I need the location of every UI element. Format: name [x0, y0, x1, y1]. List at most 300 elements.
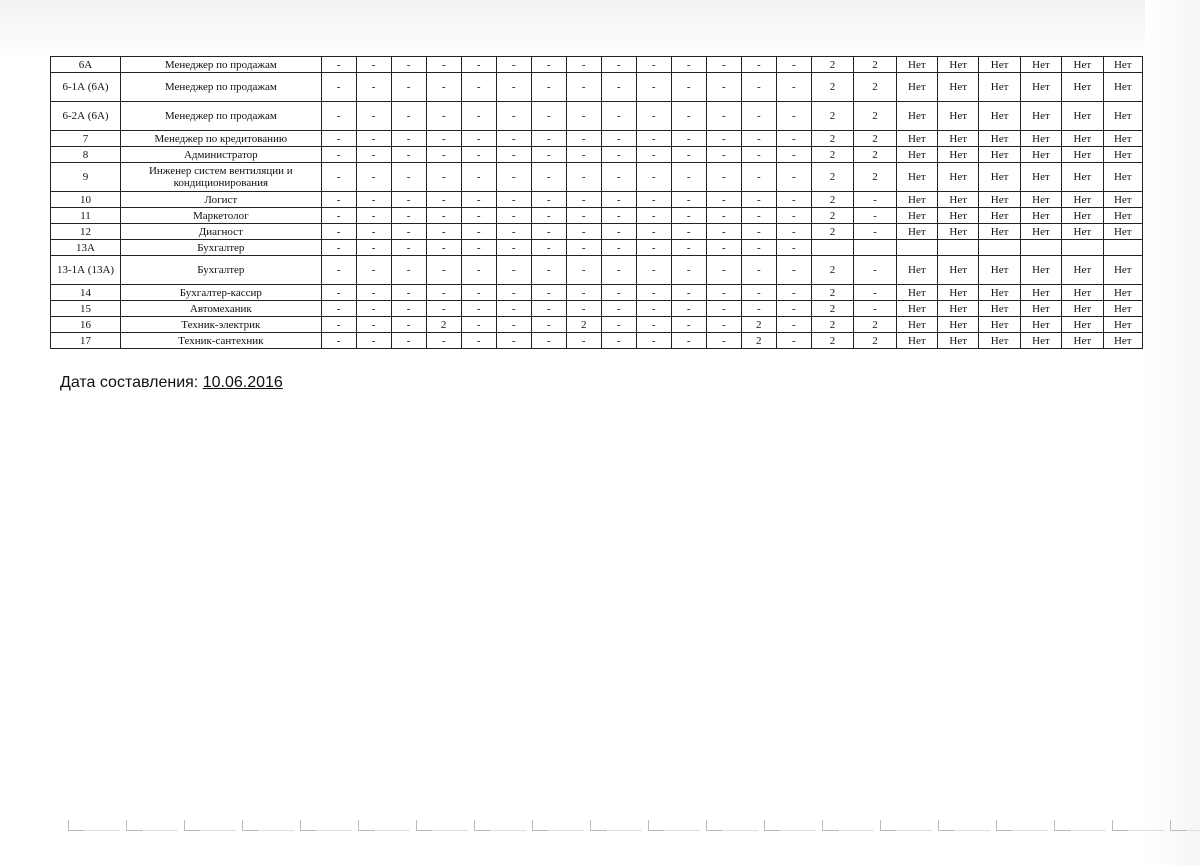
factor-class-cell: - [391, 102, 426, 131]
reduced-class-cell: 2 [854, 333, 896, 349]
factor-class-cell: - [601, 192, 636, 208]
factor-class-cell: 2 [741, 333, 776, 349]
guarantee-cell: Нет [979, 163, 1020, 192]
factor-class-cell: - [391, 192, 426, 208]
factor-class-cell: - [776, 285, 811, 301]
guarantee-cell: Нет [979, 285, 1020, 301]
factor-class-cell: - [601, 285, 636, 301]
factor-class-cell: - [636, 224, 671, 240]
factor-class-cell: - [741, 224, 776, 240]
reduced-class-cell: 2 [854, 102, 896, 131]
binder-hole [358, 820, 375, 831]
binder-hole [880, 820, 897, 831]
binder-dash [608, 830, 642, 831]
factor-class-cell: 2 [741, 317, 776, 333]
factor-class-cell: - [636, 285, 671, 301]
guarantee-cell: Нет [1020, 208, 1061, 224]
factor-class-cell: - [321, 57, 356, 73]
factor-class-cell: - [321, 147, 356, 163]
factor-class-cell: - [741, 192, 776, 208]
binder-hole [764, 820, 781, 831]
binder-dash [1072, 830, 1106, 831]
guarantee-cell: Нет [938, 102, 979, 131]
position-title: Менеджер по кредитованию [121, 131, 322, 147]
workplace-number: 14 [51, 285, 121, 301]
guarantee-cell: Нет [979, 147, 1020, 163]
factor-class-cell: - [566, 57, 601, 73]
binder-hole [242, 820, 259, 831]
guarantee-cell: Нет [1020, 73, 1061, 102]
factor-class-cell: - [671, 240, 706, 256]
guarantee-cell: Нет [1103, 192, 1142, 208]
guarantee-cell: Нет [1062, 208, 1103, 224]
total-class-cell: 2 [811, 301, 853, 317]
guarantee-cell: Нет [896, 224, 937, 240]
factor-class-cell: - [566, 163, 601, 192]
guarantee-cell: Нет [896, 131, 937, 147]
factor-class-cell: - [601, 301, 636, 317]
position-title: Техник-электрик [121, 317, 322, 333]
factor-class-cell: - [356, 224, 391, 240]
factor-class-cell: - [356, 285, 391, 301]
factor-class-cell: - [531, 285, 566, 301]
guarantee-cell: Нет [1062, 102, 1103, 131]
binder-dash [840, 830, 874, 831]
reduced-class-cell: 2 [854, 57, 896, 73]
binder-hole [938, 820, 955, 831]
workplace-number: 9 [51, 163, 121, 192]
factor-class-cell: - [531, 333, 566, 349]
workplace-number: 17 [51, 333, 121, 349]
binder-dash [550, 830, 584, 831]
factor-class-cell: - [321, 301, 356, 317]
factor-class-cell: - [776, 163, 811, 192]
table-row [51, 333, 1143, 349]
factor-class-cell: - [426, 147, 461, 163]
factor-class-cell: - [601, 131, 636, 147]
guarantee-cell: Нет [896, 256, 937, 285]
binder-dash [782, 830, 816, 831]
table-row [51, 57, 1143, 73]
factor-class-cell: - [426, 192, 461, 208]
position-title: Менеджер по продажам [121, 102, 322, 131]
guarantee-cell: Нет [1020, 317, 1061, 333]
binder-dash [898, 830, 932, 831]
factor-class-cell: - [531, 147, 566, 163]
binder-dash [1130, 830, 1164, 831]
binder-dash [86, 830, 120, 831]
guarantee-cell: Нет [896, 192, 937, 208]
binder-hole [474, 820, 491, 831]
factor-class-cell: - [671, 208, 706, 224]
binder-hole [184, 820, 201, 831]
factor-class-cell: - [776, 317, 811, 333]
factor-class-cell: - [706, 57, 741, 73]
factor-class-cell: - [671, 131, 706, 147]
workplace-number: 15 [51, 301, 121, 317]
workplace-number: 13А [51, 240, 121, 256]
factor-class-cell: - [461, 57, 496, 73]
factor-class-cell: - [566, 102, 601, 131]
factor-class-cell: - [601, 224, 636, 240]
binder-dash [956, 830, 990, 831]
factor-class-cell: - [391, 285, 426, 301]
factor-class-cell: - [636, 163, 671, 192]
factor-class-cell: - [741, 285, 776, 301]
binder-hole [126, 820, 143, 831]
factor-class-cell: - [776, 131, 811, 147]
guarantee-cell: Нет [938, 301, 979, 317]
factor-class-cell: - [321, 192, 356, 208]
factor-class-cell: - [321, 73, 356, 102]
guarantee-cell: Нет [896, 147, 937, 163]
total-class-cell: 2 [811, 57, 853, 73]
binder-hole [648, 820, 665, 831]
factor-class-cell: - [496, 317, 531, 333]
factor-class-cell: - [776, 147, 811, 163]
factor-class-cell: - [776, 256, 811, 285]
binder-hole [300, 820, 317, 831]
workplace-number: 6-2А (6А) [51, 102, 121, 131]
binder-dash [666, 830, 700, 831]
factor-class-cell: - [776, 301, 811, 317]
table-row [51, 285, 1143, 301]
factor-class-cell: - [391, 333, 426, 349]
workplace-number: 13-1А (13А) [51, 256, 121, 285]
binder-hole [822, 820, 839, 831]
guarantee-cell [1103, 240, 1142, 256]
guarantee-cell: Нет [1020, 163, 1061, 192]
factor-class-cell: - [531, 256, 566, 285]
factor-class-cell: - [741, 131, 776, 147]
factor-class-cell: - [391, 147, 426, 163]
workplace-number: 10 [51, 192, 121, 208]
factor-class-cell: - [706, 192, 741, 208]
binder-dash [144, 830, 178, 831]
guarantee-cell: Нет [1103, 131, 1142, 147]
factor-class-cell: - [426, 73, 461, 102]
factor-class-cell: - [741, 163, 776, 192]
binder-hole [68, 820, 85, 831]
reduced-class-cell: - [854, 208, 896, 224]
factor-class-cell: - [671, 301, 706, 317]
guarantee-cell: Нет [896, 208, 937, 224]
factor-class-cell: - [601, 317, 636, 333]
guarantee-cell: Нет [938, 131, 979, 147]
guarantee-cell: Нет [1062, 147, 1103, 163]
guarantee-cell: Нет [896, 57, 937, 73]
factor-class-cell: - [461, 163, 496, 192]
binder-hole [532, 820, 549, 831]
total-class-cell: 2 [811, 208, 853, 224]
table-row [51, 147, 1143, 163]
factor-class-cell: - [391, 73, 426, 102]
factor-class-cell: - [426, 224, 461, 240]
factor-class-cell: - [776, 208, 811, 224]
factor-class-cell: - [391, 301, 426, 317]
total-class-cell: 2 [811, 285, 853, 301]
factor-class-cell: - [601, 208, 636, 224]
total-class-cell: 2 [811, 333, 853, 349]
position-title: Бухгалтер [121, 240, 322, 256]
factor-class-cell: - [321, 285, 356, 301]
guarantee-cell: Нет [1103, 301, 1142, 317]
guarantee-cell: Нет [1020, 224, 1061, 240]
guarantee-cell: Нет [938, 208, 979, 224]
guarantee-cell: Нет [938, 192, 979, 208]
binder-hole [1170, 820, 1187, 831]
factor-class-cell: - [321, 102, 356, 131]
factor-class-cell: - [531, 73, 566, 102]
factor-class-cell: - [391, 131, 426, 147]
total-class-cell: 2 [811, 256, 853, 285]
factor-class-cell: - [321, 240, 356, 256]
guarantee-cell: Нет [979, 102, 1020, 131]
factor-class-cell: - [426, 240, 461, 256]
factor-class-cell: - [601, 147, 636, 163]
reduced-class-cell [854, 240, 896, 256]
guarantee-cell: Нет [1020, 256, 1061, 285]
factor-class-cell: - [566, 147, 601, 163]
factor-class-cell: - [461, 301, 496, 317]
guarantee-cell: Нет [1062, 57, 1103, 73]
binder-hole [706, 820, 723, 831]
guarantee-cell: Нет [979, 301, 1020, 317]
guarantee-cell: Нет [896, 102, 937, 131]
binder-hole [996, 820, 1013, 831]
position-title: Менеджер по продажам [121, 73, 322, 102]
factor-class-cell: - [671, 256, 706, 285]
guarantee-cell: Нет [938, 317, 979, 333]
scan-shadow-top [0, 0, 1200, 60]
factor-class-cell: - [496, 240, 531, 256]
guarantee-cell: Нет [938, 224, 979, 240]
factor-class-cell: - [776, 57, 811, 73]
table-row [51, 301, 1143, 317]
factor-class-cell: - [391, 256, 426, 285]
guarantee-cell: Нет [1062, 224, 1103, 240]
workplace-number: 6А [51, 57, 121, 73]
factor-class-cell: - [741, 102, 776, 131]
factor-class-cell: - [356, 57, 391, 73]
total-class-cell: 2 [811, 73, 853, 102]
guarantee-cell: Нет [1062, 256, 1103, 285]
factor-class-cell: - [426, 301, 461, 317]
reduced-class-cell: 2 [854, 73, 896, 102]
factor-class-cell: - [741, 256, 776, 285]
factor-class-cell: - [496, 285, 531, 301]
factor-class-cell: - [741, 301, 776, 317]
factor-class-cell: - [391, 317, 426, 333]
factor-class-cell: - [776, 73, 811, 102]
guarantee-cell: Нет [938, 256, 979, 285]
factor-class-cell: - [496, 131, 531, 147]
compilation-date-line [60, 374, 283, 392]
guarantee-cell: Нет [1062, 131, 1103, 147]
position-title: Маркетолог [121, 208, 322, 224]
factor-class-cell: - [356, 208, 391, 224]
factor-class-cell: - [496, 73, 531, 102]
factor-class-cell: - [741, 147, 776, 163]
factor-class-cell: - [356, 240, 391, 256]
factor-class-cell: - [636, 192, 671, 208]
reduced-class-cell: - [854, 256, 896, 285]
position-title: Логист [121, 192, 322, 208]
factor-class-cell: - [706, 333, 741, 349]
factor-class-cell: - [531, 224, 566, 240]
guarantee-cell: Нет [938, 333, 979, 349]
factor-class-cell: - [531, 102, 566, 131]
total-class-cell: 2 [811, 147, 853, 163]
guarantee-cell: Нет [979, 192, 1020, 208]
factor-class-cell: - [461, 224, 496, 240]
factor-class-cell: - [776, 102, 811, 131]
factor-class-cell: - [356, 301, 391, 317]
factor-class-cell: - [321, 224, 356, 240]
binder-hole [416, 820, 433, 831]
factor-class-cell: - [601, 256, 636, 285]
guarantee-cell: Нет [896, 333, 937, 349]
factor-class-cell: - [566, 285, 601, 301]
table-row [51, 102, 1143, 131]
guarantee-cell: Нет [1020, 147, 1061, 163]
factor-class-cell: - [391, 240, 426, 256]
factor-class-cell: - [426, 285, 461, 301]
factor-class-cell: - [426, 163, 461, 192]
factor-class-cell: - [706, 240, 741, 256]
factor-class-cell: - [671, 224, 706, 240]
binder-hole [590, 820, 607, 831]
factor-class-cell: - [566, 240, 601, 256]
factor-class-cell: - [356, 163, 391, 192]
factor-class-cell: - [706, 301, 741, 317]
factor-class-cell: - [321, 131, 356, 147]
factor-class-cell: - [566, 224, 601, 240]
guarantee-cell: Нет [1020, 285, 1061, 301]
factor-class-cell: - [426, 57, 461, 73]
factor-class-cell: - [496, 57, 531, 73]
factor-class-cell: - [531, 57, 566, 73]
reduced-class-cell: 2 [854, 131, 896, 147]
factor-class-cell: - [461, 147, 496, 163]
factor-class-cell: - [706, 285, 741, 301]
guarantee-cell: Нет [1020, 102, 1061, 131]
factor-class-cell: - [496, 333, 531, 349]
position-title: Бухгалтер [121, 256, 322, 285]
factor-class-cell: - [636, 333, 671, 349]
factor-class-cell: - [531, 301, 566, 317]
guarantee-cell: Нет [1062, 333, 1103, 349]
factor-class-cell: - [741, 73, 776, 102]
workplace-number: 8 [51, 147, 121, 163]
guarantee-cell: Нет [1020, 192, 1061, 208]
guarantee-cell: Нет [938, 285, 979, 301]
binder-hole [1054, 820, 1071, 831]
factor-class-cell: - [426, 333, 461, 349]
factor-class-cell: - [601, 57, 636, 73]
guarantee-cell: Нет [1103, 163, 1142, 192]
guarantee-cell: Нет [1103, 285, 1142, 301]
position-title: Техник-сантехник [121, 333, 322, 349]
position-title: Инженер систем вентиляции и кондиционирования [121, 163, 322, 192]
factor-class-cell: - [776, 240, 811, 256]
total-class-cell [811, 240, 853, 256]
factor-class-cell: - [706, 147, 741, 163]
table-row [51, 131, 1143, 147]
total-class-cell: 2 [811, 192, 853, 208]
position-title: Бухгалтер-кассир [121, 285, 322, 301]
factor-class-cell: - [636, 131, 671, 147]
factor-class-cell: - [706, 317, 741, 333]
factor-class-cell: - [636, 317, 671, 333]
reduced-class-cell: 2 [854, 317, 896, 333]
factor-class-cell: 2 [426, 317, 461, 333]
factor-class-cell: - [671, 333, 706, 349]
binder-dash [492, 830, 526, 831]
factor-class-cell: - [496, 102, 531, 131]
factor-class-cell: - [391, 208, 426, 224]
factor-class-cell: - [461, 131, 496, 147]
factor-class-cell: - [706, 102, 741, 131]
factor-class-cell: - [321, 333, 356, 349]
guarantee-cell: Нет [1103, 102, 1142, 131]
guarantee-cell: Нет [979, 57, 1020, 73]
factor-class-cell: - [321, 163, 356, 192]
guarantee-cell: Нет [1103, 73, 1142, 102]
binder-dash [724, 830, 758, 831]
scan-shadow-right [1145, 0, 1200, 865]
factor-class-cell: - [461, 333, 496, 349]
factor-class-cell: - [706, 224, 741, 240]
factor-class-cell: - [741, 240, 776, 256]
position-title: Администратор [121, 147, 322, 163]
factor-class-cell: - [426, 102, 461, 131]
position-title: Диагност [121, 224, 322, 240]
factor-class-cell: - [566, 73, 601, 102]
factor-class-cell: - [461, 317, 496, 333]
factor-class-cell: - [566, 208, 601, 224]
reduced-class-cell: 2 [854, 147, 896, 163]
guarantee-cell: Нет [1020, 57, 1061, 73]
reduced-class-cell: - [854, 301, 896, 317]
factor-class-cell: - [671, 147, 706, 163]
factor-class-cell: - [776, 192, 811, 208]
factor-class-cell: - [356, 147, 391, 163]
binder-dash [318, 830, 352, 831]
factor-class-cell: - [461, 256, 496, 285]
guarantee-cell: Нет [1103, 224, 1142, 240]
factor-class-cell: - [566, 131, 601, 147]
factor-class-cell: - [776, 333, 811, 349]
guarantee-cell: Нет [938, 163, 979, 192]
guarantee-cell: Нет [979, 224, 1020, 240]
factor-class-cell: - [671, 102, 706, 131]
total-class-cell: 2 [811, 317, 853, 333]
factor-class-cell: - [636, 57, 671, 73]
position-title: Менеджер по продажам [121, 57, 322, 73]
factor-class-cell: - [706, 131, 741, 147]
guarantee-cell: Нет [1062, 192, 1103, 208]
guarantee-cell [896, 240, 937, 256]
total-class-cell: 2 [811, 224, 853, 240]
guarantee-cell: Нет [1062, 317, 1103, 333]
guarantee-cell: Нет [1062, 301, 1103, 317]
guarantee-cell [1062, 240, 1103, 256]
date-label: Дата составления: [60, 374, 203, 391]
factor-class-cell: - [426, 256, 461, 285]
factor-class-cell: - [671, 192, 706, 208]
factor-class-cell: - [391, 57, 426, 73]
